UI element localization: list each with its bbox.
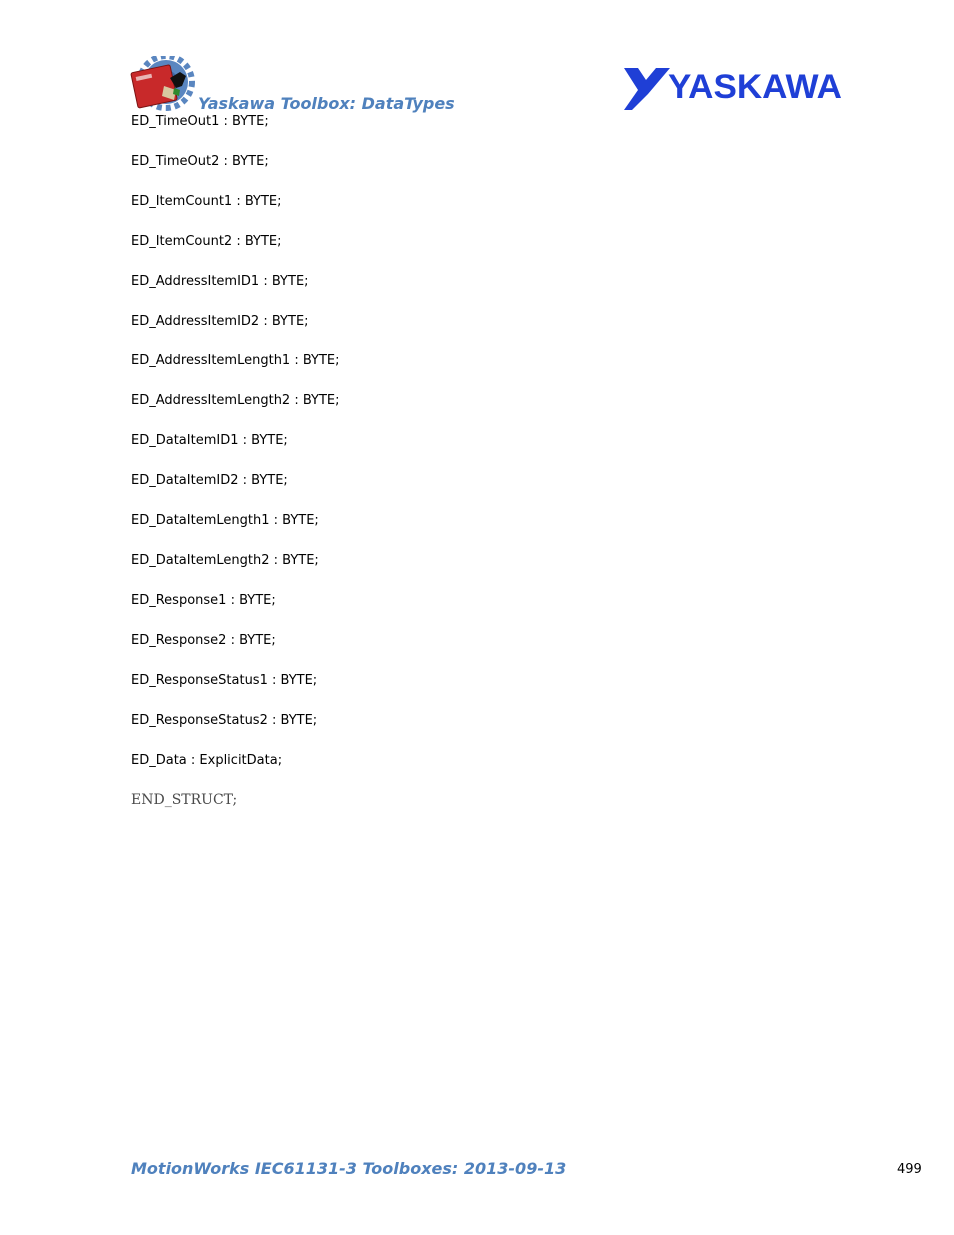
struct-field: ED_ResponseStatus1 : BYTE; <box>131 673 318 688</box>
struct-field: ED_DataItemLength1 : BYTE; <box>131 513 319 528</box>
svg-text:YASKAWA: YASKAWA <box>668 68 842 106</box>
struct-field: ED_DataItemID1 : BYTE; <box>131 433 288 448</box>
struct-field: ED_ItemCount2 : BYTE; <box>131 234 282 249</box>
footer-title: MotionWorks IEC61131-3 Toolboxes: 2013-09-13 <box>131 1159 567 1178</box>
toolbox-gear-icon <box>130 56 198 112</box>
struct-field: ED_TimeOut2 : BYTE; <box>131 154 269 169</box>
document-section-title: Yaskawa Toolbox: DataTypes <box>198 94 455 113</box>
struct-field: ED_Response1 : BYTE; <box>131 593 276 608</box>
page-number: 499 <box>897 1162 922 1177</box>
struct-field: ED_DataItemLength2 : BYTE; <box>131 553 319 568</box>
struct-field: ED_ResponseStatus2 : BYTE; <box>131 713 318 728</box>
struct-field: ED_AddressItemLength1 : BYTE; <box>131 353 340 368</box>
struct-field: ED_Data : ExplicitData; <box>131 753 283 768</box>
struct-field: ED_TimeOut1 : BYTE; <box>131 114 269 129</box>
struct-field: ED_Response2 : BYTE; <box>131 633 276 648</box>
struct-field: ED_AddressItemID1 : BYTE; <box>131 274 309 289</box>
yaskawa-logo <box>622 66 844 112</box>
struct-field: ED_AddressItemID2 : BYTE; <box>131 314 309 329</box>
end-struct-keyword: END_STRUCT; <box>131 792 238 808</box>
struct-field: ED_AddressItemLength2 : BYTE; <box>131 393 340 408</box>
struct-field: ED_DataItemID2 : BYTE; <box>131 473 288 488</box>
struct-field: ED_ItemCount1 : BYTE; <box>131 194 282 209</box>
